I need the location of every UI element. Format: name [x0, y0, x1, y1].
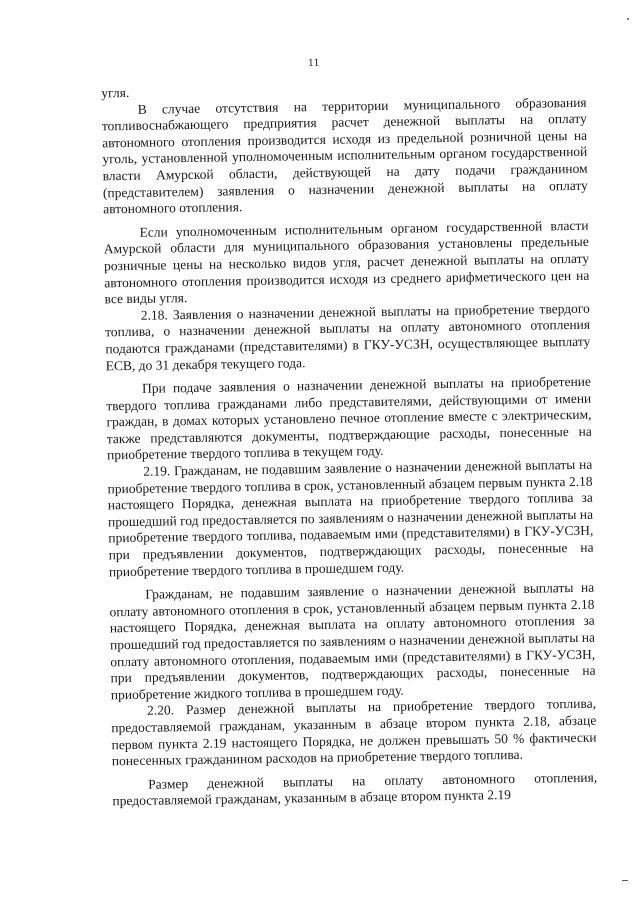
paragraph-continuation: угля.: [101, 84, 130, 101]
document-body: [101, 78, 597, 810]
scan-speck: [627, 18, 629, 20]
paragraph-autonomous-heating-late: Гражданам, не подавшим заявление о назначении денежной выплаты на оплату автономного отопления в срок, установленный абзацем первым пункта 2.18 настоящего Порядка, денежная выплата на оплату автономного отопления за прошедший год предоставляется по заявлениям о назначении денежной выплаты на оплату автономного отопления, подаваемым ими (представителями) в ГКУ-УСЗН, при предъявлении документов, подтверждающих расходы, понесенные на приобретение жидкого топлива в прошедшем году.: [109, 579, 596, 703]
page-number: 11: [308, 56, 320, 70]
paragraph-2-19: 2.19. Гражданам, не подавшим заявление о назначении денежной выплаты на приобретение твердого топлива в срок, установленный абзацем первым пункта 2.18 настоящего Порядка, денежная выплата на приобретение твердого топлива за прошедший год предоставляется по заявлениям о назначении денежной выплаты на приобретение твердого топлива, подаваемым ими (представителями) в ГКУ-УСЗН, при предъявлении документов, подтверждающих расходы, понесенные на приобретение твердого топлива в прошедшем году.: [107, 456, 594, 579]
paragraph-no-supplier: В случае отсутствия на территории муниципального образования топливоснабжающего предприятия расчет денежной выплаты на оплату автономного отопления производится исходя из предельной розничной цены на уголь, установленной уполномоченным исполнительным органом государственной власти Амурской области, действующей на дату подачи гражданином (представителем) заявления о назначении денежной выплаты на оплату автономного отопления.: [101, 94, 588, 217]
scan-speck: [622, 880, 628, 881]
paragraph-2-18: 2.18. Заявления о назначении денежной выплаты на приобретение твердого топлива, о назначении денежной выплаты на оплату автономного отопления подаются гражданами (представителями) в ГКУ-УСЗН, осуществляющее выплату ЕСВ, до 31 декабря текущего года.: [105, 300, 591, 373]
paragraph-autonomous-heating-amount: Размер денежной выплаты на оплату автономного отопления, предоставляемой гражданам, указанным в абзаце втором пункта 2.19: [112, 769, 598, 809]
paragraph-multiple-coal-prices: Если уполномоченным исполнительным органом государственной власти Амурской области для муниципального образования установлены предельные розничные цены на несколько видов угля, расчет денежной выплаты на оплату автономного отопления производится исходя из среднего арифметического цен на все виды угля.: [103, 217, 590, 307]
paragraph-2-20: 2.20. Размер денежной выплаты на приобретение твердого топлива, предоставляемой гражданам, указанным в абзаце втором пункта 2.18, абзаце первом пункта 2.19 настоящего Порядка, не должен превышать 50 % фактически понесенных гражданином расходов на приобретение твердого топлива.: [111, 696, 597, 769]
paragraph-documents-required: При подаче заявления о назначении денежной выплаты на приобретение твердого топлива гражданами либо представителями, действующими от имени граждан, в домах которых установлено печное отопление вместе с электрическим, также представляются документы, подтверждающие расходы, понесенные на приобретение твердого топлива в текущем году.: [106, 373, 592, 463]
